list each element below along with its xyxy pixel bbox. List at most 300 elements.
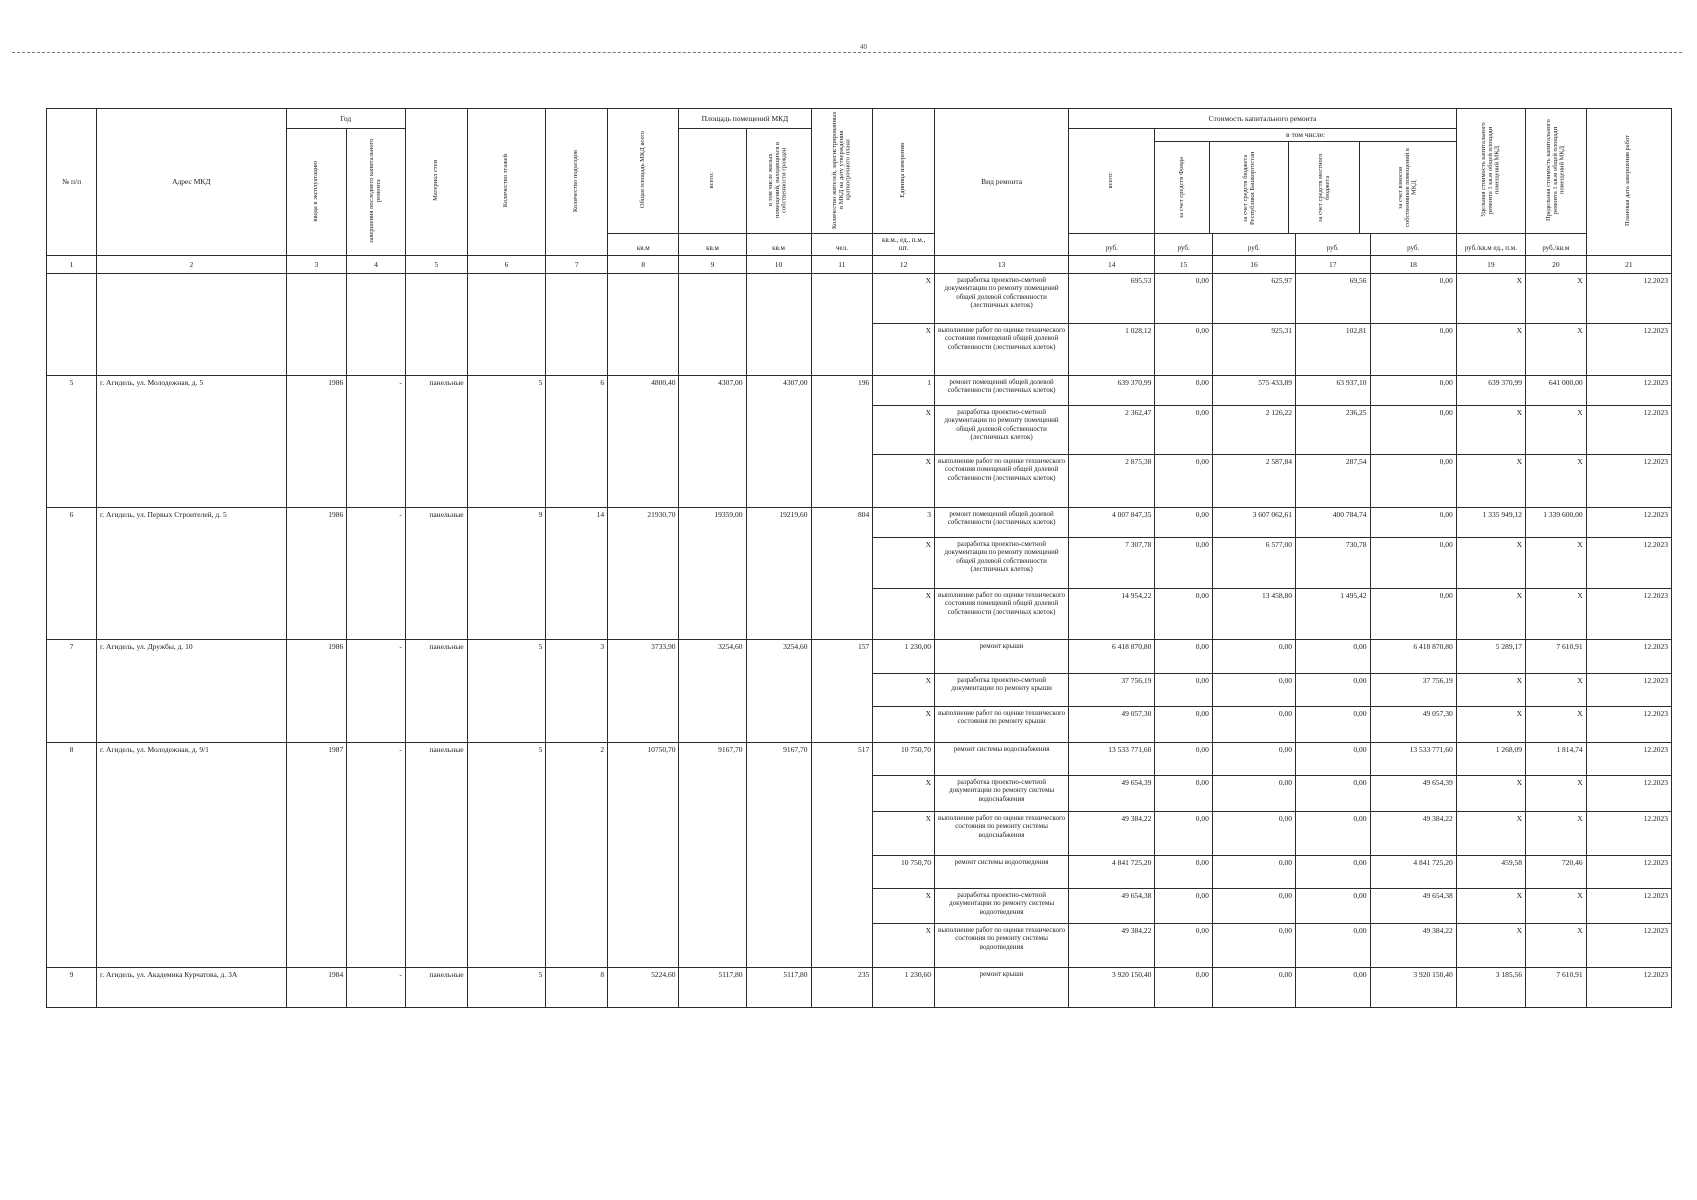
premises-owned: 9167,70: [746, 742, 811, 967]
planned-date: 12.2023: [1586, 967, 1671, 1007]
wall-material: панельные: [405, 375, 467, 507]
unit-quantity: 10 750,70: [873, 855, 935, 888]
cost-fund: 0,00: [1155, 507, 1213, 537]
table-row: [47, 742, 1672, 775]
column-number: 9: [679, 255, 746, 273]
cost-republic: 0,00: [1212, 855, 1295, 888]
entrances: 3: [546, 639, 608, 742]
cost-local: 0,00: [1295, 775, 1370, 811]
cost-total: 14 954,22: [1069, 588, 1155, 639]
unit-cost: X: [1456, 923, 1525, 967]
total-area: 4800,40: [608, 375, 679, 507]
premises-total: 9167,70: [679, 742, 746, 967]
max-cost: X: [1525, 706, 1586, 742]
year-last-repair: -: [347, 742, 406, 967]
cost-fund: 0,00: [1155, 811, 1213, 855]
year-last-repair: -: [347, 507, 406, 639]
max-cost: X: [1525, 273, 1586, 323]
max-cost: 641 000,00: [1525, 375, 1586, 405]
header-cost-local: за счет средств местного бюджета: [1289, 142, 1360, 233]
unit-quantity: 1 230,00: [873, 639, 935, 673]
unit-cost: X: [1456, 706, 1525, 742]
header-cost-fund: за счет средств Фонда: [1155, 142, 1210, 233]
max-cost: 7 610,91: [1525, 967, 1586, 1007]
max-cost: X: [1525, 811, 1586, 855]
cost-total: 2 875,38: [1069, 454, 1155, 507]
unit-quantity: X: [873, 405, 935, 454]
max-cost: 720,46: [1525, 855, 1586, 888]
cost-fund: 0,00: [1155, 375, 1213, 405]
cost-owners: 49 057,30: [1370, 706, 1456, 742]
work-type: выполнение работ по оценке технического состояния помещений общей долевой собственности (лестничных клеток): [935, 454, 1069, 507]
cost-total: 4 841 725,20: [1069, 855, 1155, 888]
max-cost: X: [1525, 775, 1586, 811]
building-address: г. Агидель, ул. Первых Строителей, д. 5: [97, 507, 287, 639]
table-row: [47, 375, 1672, 405]
cost-fund: 0,00: [1155, 923, 1213, 967]
header-wall-material: Материал стен: [405, 109, 467, 256]
cost-local: 69,56: [1295, 273, 1370, 323]
work-type: ремонт системы водоотведения: [935, 855, 1069, 888]
column-number: 13: [935, 255, 1069, 273]
premises-owned: 4307,00: [746, 375, 811, 507]
repair-plan-table-wrap: [46, 108, 1672, 1008]
cost-owners: 0,00: [1370, 588, 1456, 639]
cost-total: 1 028,12: [1069, 323, 1155, 375]
planned-date: 12.2023: [1586, 706, 1671, 742]
cost-republic: 6 577,00: [1212, 537, 1295, 588]
row-number: 9: [47, 967, 97, 1007]
unit-unit-cost: руб./кв.м ед., п.м.: [1456, 234, 1525, 256]
cost-republic: 2 587,84: [1212, 454, 1295, 507]
unit-cost: X: [1456, 811, 1525, 855]
work-type: ремонт помещений общей долевой собственности (лестничных клеток): [935, 375, 1069, 405]
column-number: 19: [1456, 255, 1525, 273]
planned-date: 12.2023: [1586, 323, 1671, 375]
header-including-block: [1155, 129, 1456, 234]
header-unit-measure: Единица измерения: [873, 109, 935, 234]
unit-cost: X: [1456, 405, 1525, 454]
unit-quantity: X: [873, 775, 935, 811]
max-cost: X: [1525, 673, 1586, 706]
cost-owners: 4 841 725,20: [1370, 855, 1456, 888]
empty-cell: [608, 273, 679, 375]
entrances: 6: [546, 375, 608, 507]
unit-cost-owners: руб.: [1370, 234, 1456, 256]
year-last-repair: -: [347, 967, 406, 1007]
work-type: ремонт крыши: [935, 639, 1069, 673]
work-type: выполнение работ по оценке технического состояния помещений общей долевой собственности (лестничных клеток): [935, 323, 1069, 375]
header-planned-date: Плановая дата завершения работ: [1586, 109, 1671, 256]
cost-total: 49 654,38: [1069, 888, 1155, 923]
max-cost: X: [1525, 323, 1586, 375]
premises-owned: 3254,60: [746, 639, 811, 742]
planned-date: 12.2023: [1586, 454, 1671, 507]
planned-date: 12.2023: [1586, 888, 1671, 923]
work-type: разработка проектно-сметной документации по ремонту системы водоснабжения: [935, 775, 1069, 811]
cost-republic: 0,00: [1212, 639, 1295, 673]
column-number: 7: [546, 255, 608, 273]
unit-cost: 639 370,99: [1456, 375, 1525, 405]
unit-cost: 1 268,09: [1456, 742, 1525, 775]
planned-date: 12.2023: [1586, 588, 1671, 639]
column-number: 14: [1069, 255, 1155, 273]
cost-republic: 0,00: [1212, 775, 1295, 811]
planned-date: 12.2023: [1586, 639, 1671, 673]
planned-date: 12.2023: [1586, 273, 1671, 323]
wall-material: панельные: [405, 742, 467, 967]
unit-quantity: X: [873, 923, 935, 967]
cost-republic: 625,97: [1212, 273, 1295, 323]
cost-owners: 0,00: [1370, 273, 1456, 323]
residents: 804: [811, 507, 873, 639]
column-number: 12: [873, 255, 935, 273]
unit-quantity: X: [873, 888, 935, 923]
unit-quantity: X: [873, 673, 935, 706]
max-cost: X: [1525, 454, 1586, 507]
cost-republic: 0,00: [1212, 888, 1295, 923]
cost-total: 4 007 847,35: [1069, 507, 1155, 537]
unit-quantity: X: [873, 588, 935, 639]
cost-fund: 0,00: [1155, 706, 1213, 742]
column-number: 1: [47, 255, 97, 273]
cost-total: 7 307,78: [1069, 537, 1155, 588]
max-cost: X: [1525, 537, 1586, 588]
header-cost-total: всего:: [1069, 129, 1155, 234]
planned-date: 12.2023: [1586, 775, 1671, 811]
cost-total: 49 384,22: [1069, 811, 1155, 855]
wall-material: панельные: [405, 639, 467, 742]
entrances: 8: [546, 967, 608, 1007]
unit-residents: чел.: [811, 234, 873, 256]
empty-cell: [97, 273, 287, 375]
premises-total: 19359,00: [679, 507, 746, 639]
column-number: 11: [811, 255, 873, 273]
column-number: 4: [347, 255, 406, 273]
header-residents: Количество жителей, зарегистрированных в МКД на дату утверждения краткосрочного плана: [811, 109, 873, 234]
cost-owners: 0,00: [1370, 375, 1456, 405]
cost-fund: 0,00: [1155, 537, 1213, 588]
column-number: 5: [405, 255, 467, 273]
row-number: 7: [47, 639, 97, 742]
header-year-group: Год: [286, 109, 405, 129]
cost-local: 0,00: [1295, 742, 1370, 775]
residents: 235: [811, 967, 873, 1007]
work-type: ремонт помещений общей долевой собственности (лестничных клеток): [935, 507, 1069, 537]
cost-local: 63 937,10: [1295, 375, 1370, 405]
header-premises-group: Площадь помещений МКД: [679, 109, 811, 129]
unit-cost: X: [1456, 537, 1525, 588]
cost-local: 0,00: [1295, 888, 1370, 923]
cost-total: 6 418 870,80: [1069, 639, 1155, 673]
unit-cost: X: [1456, 673, 1525, 706]
cost-total: 13 533 771,60: [1069, 742, 1155, 775]
column-number: 15: [1155, 255, 1213, 273]
building-address: г. Агидель, ул. Молодежная, д. 9/1: [97, 742, 287, 967]
cost-republic: 0,00: [1212, 811, 1295, 855]
column-number: 16: [1212, 255, 1295, 273]
cost-owners: 13 533 771,60: [1370, 742, 1456, 775]
max-cost: X: [1525, 923, 1586, 967]
cost-republic: 0,00: [1212, 967, 1295, 1007]
table-row: [47, 273, 1672, 323]
cost-total: 49 384,22: [1069, 923, 1155, 967]
max-cost: X: [1525, 588, 1586, 639]
cost-local: 1 495,42: [1295, 588, 1370, 639]
floors: 9: [467, 507, 546, 639]
column-number: 3: [286, 255, 347, 273]
year-commission: 1986: [286, 375, 347, 507]
header-including: в том числе:: [1155, 129, 1455, 142]
planned-date: 12.2023: [1586, 923, 1671, 967]
cost-fund: 0,00: [1155, 742, 1213, 775]
planned-date: 12.2023: [1586, 742, 1671, 775]
header-year-commission: ввода в эксплуатацию: [286, 129, 347, 256]
residents: 157: [811, 639, 873, 742]
work-type: разработка проектно-сметной документации по ремонту помещений общей долевой собственности (лестничных клеток): [935, 273, 1069, 323]
cost-republic: 0,00: [1212, 706, 1295, 742]
unit-cost: 459,58: [1456, 855, 1525, 888]
total-area: 10750,70: [608, 742, 679, 967]
unit-area: кв.м: [608, 234, 679, 256]
year-last-repair: -: [347, 375, 406, 507]
column-number: 21: [1586, 255, 1671, 273]
floors: 5: [467, 742, 546, 967]
work-type: выполнение работ по оценке технического состояния помещений общей долевой собственности (лестничных клеток): [935, 588, 1069, 639]
cost-total: 639 370,99: [1069, 375, 1155, 405]
floors: 5: [467, 639, 546, 742]
cost-fund: 0,00: [1155, 639, 1213, 673]
year-commission: 1986: [286, 507, 347, 639]
cost-republic: 575 433,89: [1212, 375, 1295, 405]
row-number: 5: [47, 375, 97, 507]
column-number: 18: [1370, 255, 1456, 273]
empty-cell: [679, 273, 746, 375]
floors: 5: [467, 967, 546, 1007]
unit-cost: 5 289,17: [1456, 639, 1525, 673]
work-type: разработка проектно-сметной документации по ремонту помещений общей долевой собственности (лестничных клеток): [935, 405, 1069, 454]
cost-republic: 0,00: [1212, 923, 1295, 967]
column-number: 10: [746, 255, 811, 273]
column-number: 6: [467, 255, 546, 273]
cost-republic: 0,00: [1212, 673, 1295, 706]
cost-fund: 0,00: [1155, 855, 1213, 888]
cost-owners: 49 654,39: [1370, 775, 1456, 811]
unit-quantity: 3: [873, 507, 935, 537]
planned-date: 12.2023: [1586, 811, 1671, 855]
cost-owners: 49 384,22: [1370, 923, 1456, 967]
cost-owners: 0,00: [1370, 507, 1456, 537]
header-max-cost: Предельная стоимость капитального ремонта 1 кв.м общей площади помещений МКД: [1525, 109, 1586, 234]
unit-cost: X: [1456, 775, 1525, 811]
empty-cell: [746, 273, 811, 375]
unit-cost-total: руб.: [1069, 234, 1155, 256]
wall-material: панельные: [405, 507, 467, 639]
unit-cost: X: [1456, 588, 1525, 639]
header-premises-total: всего:: [679, 129, 746, 234]
cost-owners: 37 756,19: [1370, 673, 1456, 706]
column-number: 2: [97, 255, 287, 273]
cost-local: 287,54: [1295, 454, 1370, 507]
work-type: ремонт крыши: [935, 967, 1069, 1007]
header-cost-owners: за счет взносов собственников помещений в МКД: [1396, 148, 1418, 227]
year-commission: 1986: [286, 639, 347, 742]
empty-cell: [467, 273, 546, 375]
unit-quantity: 10 750,70: [873, 742, 935, 775]
unit-cost: 3 185,56: [1456, 967, 1525, 1007]
building-address: г. Агидель, ул. Молодежная, д. 5: [97, 375, 287, 507]
cost-owners: 0,00: [1370, 405, 1456, 454]
work-type: выполнение работ по оценке технического состояния по ремонту системы водоотведения: [935, 923, 1069, 967]
cost-local: 0,00: [1295, 706, 1370, 742]
planned-date: 12.2023: [1586, 375, 1671, 405]
cost-local: 102,81: [1295, 323, 1370, 375]
repair-plan-table: [46, 108, 1672, 1008]
cost-owners: 6 418 870,80: [1370, 639, 1456, 673]
cost-owners: 49 384,22: [1370, 811, 1456, 855]
work-type: ремонт системы водоснабжения: [935, 742, 1069, 775]
cost-fund: 0,00: [1155, 405, 1213, 454]
unit-quantity: X: [873, 323, 935, 375]
unit-quantity: 1: [873, 375, 935, 405]
planned-date: 12.2023: [1586, 855, 1671, 888]
unit-measure: кв.м., ед., п.м., шт.: [873, 234, 935, 256]
cost-local: 0,00: [1295, 639, 1370, 673]
cost-fund: 0,00: [1155, 967, 1213, 1007]
cost-owners: 0,00: [1370, 454, 1456, 507]
unit-quantity: X: [873, 273, 935, 323]
premises-total: 4307,00: [679, 375, 746, 507]
unit-cost-republic: руб.: [1212, 234, 1295, 256]
cost-fund: 0,00: [1155, 888, 1213, 923]
cost-local: 400 784,74: [1295, 507, 1370, 537]
premises-owned: 5117,80: [746, 967, 811, 1007]
unit-premises: кв.м: [679, 234, 746, 256]
premises-total: 5117,80: [679, 967, 746, 1007]
unit-quantity: X: [873, 454, 935, 507]
unit-max-cost: руб./кв.м: [1525, 234, 1586, 256]
header-floors: Количество этажей: [467, 109, 546, 256]
residents: 517: [811, 742, 873, 967]
residents: 196: [811, 375, 873, 507]
cost-local: 236,25: [1295, 405, 1370, 454]
table-row: [47, 507, 1672, 537]
unit-quantity: X: [873, 811, 935, 855]
unit-cost: X: [1456, 323, 1525, 375]
cost-local: 730,78: [1295, 537, 1370, 588]
table-body: [47, 273, 1672, 1007]
unit-quantity: X: [873, 537, 935, 588]
cost-fund: 0,00: [1155, 273, 1213, 323]
cost-total: 49 057,30: [1069, 706, 1155, 742]
cost-owners: 0,00: [1370, 537, 1456, 588]
unit-quantity: X: [873, 706, 935, 742]
max-cost: 1 339 600,00: [1525, 507, 1586, 537]
empty-cell: [47, 273, 97, 375]
top-rule: [12, 52, 1682, 53]
empty-cell: [405, 273, 467, 375]
year-last-repair: -: [347, 639, 406, 742]
unit-cost: 1 335 949,12: [1456, 507, 1525, 537]
total-area: 21930,70: [608, 507, 679, 639]
unit-cost: X: [1456, 454, 1525, 507]
year-commission: 1984: [286, 967, 347, 1007]
cost-owners: 3 920 150,40: [1370, 967, 1456, 1007]
entrances: 14: [546, 507, 608, 639]
cost-fund: 0,00: [1155, 673, 1213, 706]
building-address: г. Агидель, ул. Академика Курчатова, д. 3А: [97, 967, 287, 1007]
unit-cost-fund: руб.: [1155, 234, 1213, 256]
unit-cost-local: руб.: [1295, 234, 1370, 256]
max-cost: 7 610,91: [1525, 639, 1586, 673]
cost-republic: 0,00: [1212, 742, 1295, 775]
planned-date: 12.2023: [1586, 673, 1671, 706]
cost-total: 2 362,47: [1069, 405, 1155, 454]
header-cost-group: Стоимость капитального ремонта: [1069, 109, 1457, 129]
cost-republic: 925,31: [1212, 323, 1295, 375]
empty-cell: [546, 273, 608, 375]
column-number: 20: [1525, 255, 1586, 273]
work-type: выполнение работ по оценке технического состояния по ремонту системы водоснабжения: [935, 811, 1069, 855]
cost-fund: 0,00: [1155, 454, 1213, 507]
empty-cell: [811, 273, 873, 375]
cost-republic: 13 458,80: [1212, 588, 1295, 639]
entrances: 2: [546, 742, 608, 967]
max-cost: 1 814,74: [1525, 742, 1586, 775]
year-commission: 1987: [286, 742, 347, 967]
cost-local: 0,00: [1295, 967, 1370, 1007]
empty-cell: [286, 273, 347, 375]
planned-date: 12.2023: [1586, 507, 1671, 537]
premises-total: 3254,60: [679, 639, 746, 742]
planned-date: 12.2023: [1586, 537, 1671, 588]
cost-owners: 0,00: [1370, 323, 1456, 375]
column-number: 8: [608, 255, 679, 273]
total-area: 3733,90: [608, 639, 679, 742]
header-work-type: Вид ремонта: [935, 109, 1069, 256]
wall-material: панельные: [405, 967, 467, 1007]
cost-fund: 0,00: [1155, 775, 1213, 811]
cost-local: 0,00: [1295, 673, 1370, 706]
unit-cost: X: [1456, 888, 1525, 923]
unit-cost: X: [1456, 273, 1525, 323]
header-cost-republic: за счет средств бюджета Республики Башкортостан: [1210, 142, 1289, 233]
cost-local: 0,00: [1295, 811, 1370, 855]
max-cost: X: [1525, 888, 1586, 923]
page-number: 40: [860, 43, 867, 51]
column-number-row: [47, 255, 1672, 273]
cost-fund: 0,00: [1155, 588, 1213, 639]
work-type: разработка проектно-сметной документации по ремонту помещений общей долевой собственности (лестничных клеток): [935, 537, 1069, 588]
table-row: [47, 639, 1672, 673]
table-row: [47, 967, 1672, 1007]
unit-owned: кв.м: [746, 234, 811, 256]
cost-fund: 0,00: [1155, 323, 1213, 375]
work-type: разработка проектно-сметной документации по ремонту системы водоотведения: [935, 888, 1069, 923]
row-number: 6: [47, 507, 97, 639]
building-address: г. Агидель, ул. Дружбы, д. 10: [97, 639, 287, 742]
header-num: № п/п: [47, 109, 97, 256]
max-cost: X: [1525, 405, 1586, 454]
cost-total: 3 920 150,40: [1069, 967, 1155, 1007]
unit-quantity: 1 230,60: [873, 967, 935, 1007]
header-year-last-repair: завершения последнего капитального ремонта: [347, 129, 406, 256]
cost-total: 695,53: [1069, 273, 1155, 323]
cost-owners: 49 654,38: [1370, 888, 1456, 923]
header-total-area: Общая площадь МКД всего: [608, 109, 679, 234]
cost-total: 37 756,19: [1069, 673, 1155, 706]
cost-total: 49 654,39: [1069, 775, 1155, 811]
